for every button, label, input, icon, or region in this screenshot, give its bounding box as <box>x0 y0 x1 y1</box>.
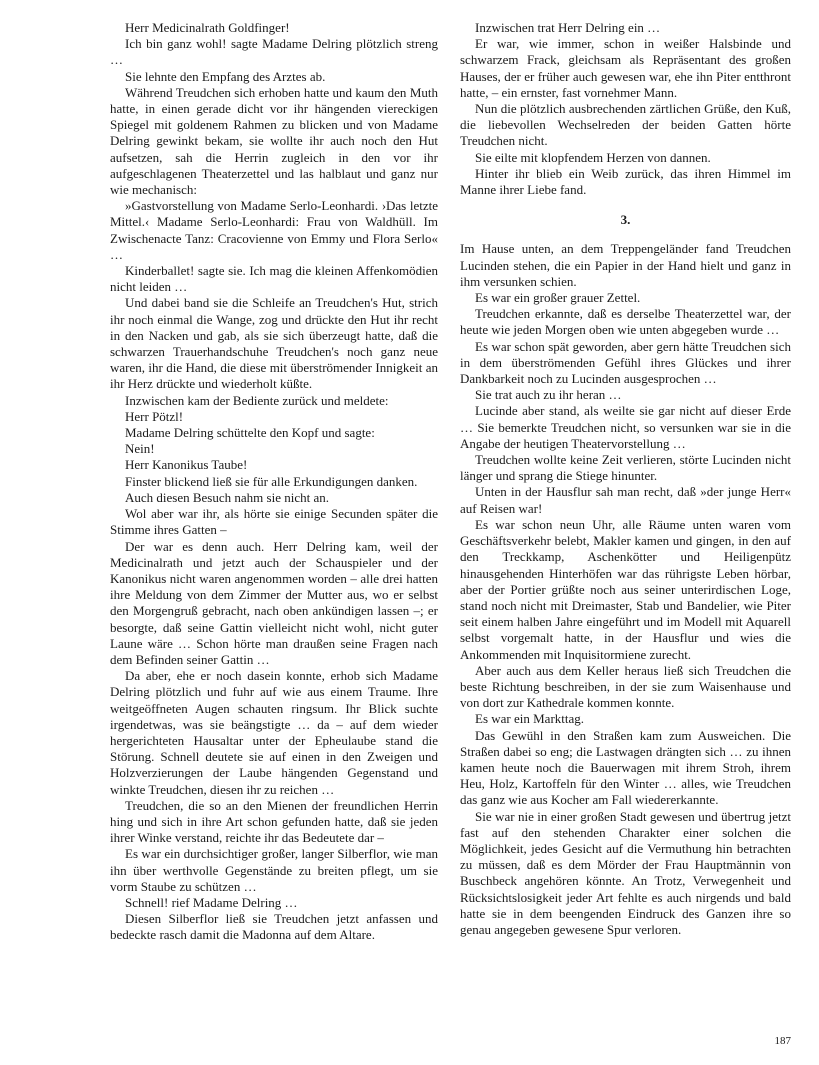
paragraph: Inzwischen kam der Bediente zurück und meldete: <box>125 392 389 408</box>
paragraph: Der war es denn auch. Herr Delring kam, weil der Medicinalrath und jetzt auch der Schauspieler und der Kanonikus nicht waren angenommen worden – alle drei hatten ihre Meldung von dem Zimmer der Mutter aus, wo er selbst den Morgengruß gebracht, nach oben ankündigen lassen –; er besorgte, daß seine Gattin vielleicht nicht wohl, nicht guter Laune wäre … Schon hörte man draußen seine Fragen nach dem Befinden seiner Gattin … <box>110 538 438 667</box>
paragraph: Es war ein durchsichtiger großer, langer Silberflor, wie man ihn über werthvolle Gegenstände zu breiten pflegt, um sie vorm Staube zu schützen … <box>110 846 438 894</box>
paragraph: Während Treudchen sich erhoben hatte und kaum den Muth hatte, in einen gerade dicht vor ihr hängenden viereckigen Spiegel mit goldenem Rahmen zu blicken und von Madame Delring gewinkt bekam, sie wollte ihr auch noch den Hut aufsetzen, sah die Herrin zugleich in den vor ihr aufgeschlagenen Theaterzettel und las halblaut und ganz nur wie mechanisch: <box>110 84 438 198</box>
page-number: 187 <box>774 1035 791 1047</box>
paragraph: Treudchen erkannte, daß es derselbe Theaterzettel war, der heute wie jeden Morgen oben wie unten abgegeben wurde … <box>460 306 791 338</box>
paragraph: Herr Pötzl! <box>125 408 184 424</box>
right-text-column <box>460 20 791 938</box>
paragraph: Es war schon neun Uhr, alle Räume unten waren vom Geschäftsverkehr belebt, Makler kamen und gingen, in den auf den Treckkamp, Aschenkötter und Heiligenpütz hinausgehenden Hinterhöfen war das rührigste Leben hörbar, aber der Portier grüßte noch aus seiner unterirdischen Loge, stand noch nicht mit Dreimaster, Stab und Bandelier, wie Piter seit einem halben Jahre eingeführt und im Modell mit Aquarell selbst vorgemalt hatte, in der Hausflur und wies die Ankommenden mit Inquisitormiene zurecht. <box>460 516 791 662</box>
paragraph: Kinderballet! sagte sie. Ich mag die kleinen Affenkomödien nicht leiden … <box>110 263 438 295</box>
paragraph: Es war ein großer grauer Zettel. <box>475 290 641 306</box>
paragraph: Finster blickend ließ sie für alle Erkundigungen danken. <box>125 473 418 489</box>
paragraph: »Gastvorstellung von Madame Serlo-Leonhardi. ›Das letzte Mittel.‹ Madame Serlo-Leonhardi: Frau von Waldhüll. Im Zwischenacte Tanz: Cracovienne von Emmy und Flora Serlo« … <box>110 198 438 262</box>
paragraph: Unten in der Hausflur sah man recht, daß »der junge Herr« auf Reisen war! <box>460 484 791 516</box>
paragraph: Sie lehnte den Empfang des Arztes ab. <box>125 68 326 84</box>
section-heading: 3. <box>620 212 631 228</box>
paragraph: Nein! <box>125 441 155 457</box>
paragraph: Treudchen, die so an den Mienen der freundlichen Herrin hing und sich in ihre Art schon gefunden hatte, daß sie jeden ihrer Winke verstand, reichte ihr das Bedeutete dar – <box>110 797 438 846</box>
paragraph: Im Hause unten, an dem Treppengeländer fand Treudchen Lucinden stehen, die ein Papier in der Hand hielt und ganz in ihm versunken schien. <box>460 241 791 289</box>
paragraph: Hinter ihr blieb ein Weib zurück, das ihren Himmel im Manne ihrer Liebe fand. <box>460 165 791 198</box>
paragraph: Schnell! rief Madame Delring … <box>125 894 298 910</box>
paragraph: Es war schon spät geworden, aber gern hätte Treudchen sich in dem überströmenden Gefühl ihres Glückes und ihrer Dankbarkeit noch zu Lucinden ausgesprochen … <box>460 338 791 387</box>
paragraph: Ich bin ganz wohl! sagte Madame Delring plötzlich streng … <box>110 36 438 68</box>
paragraph: Diesen Silberflor ließ sie Treudchen jetzt anfassen und bedeckte rasch damit die Madonna auf dem Altare. <box>110 911 438 943</box>
paragraph: Und dabei band sie die Schleife an Treudchen's Hut, strich ihr noch einmal die Wange, zog und drückte den Hut ihr recht in den Nacken und gab, als sie sich überzeugt hatte, daß die schwarzen Trauerhandschuhe Treudchen's noch ganz neue waren, ihr die Hand, die diese mit überströmender Innigkeit an ihr Herz drückte und wiederholt küßte. <box>110 295 438 392</box>
paragraph: Inzwischen trat Herr Delring ein … <box>475 20 661 35</box>
paragraph: Sie eilte mit klopfendem Herzen von dannen. <box>475 149 711 165</box>
paragraph: Es war ein Markttag. <box>475 711 585 727</box>
paragraph: Sie war nie in einer großen Stadt gewesen und übertrug jetzt fast auf den stehenden Charakter einer solchen die Möglichkeit, jedes Gesicht auf die Vermuthung hin betrachten zu müssen, daß es dem Mörder der Frau Hauptmännin von Buschbeck angehören könnte. An Trotz, Verwegenheit und Rücksichtslosigkeit jeder Art fehlte es auch nirgends und bald hatte sie in dem beengenden Eindruck des Ganzen ihre so genau angegeben gewesene Spur verloren. <box>460 808 791 937</box>
paragraph: Aber auch aus dem Keller heraus ließ sich Treudchen die beste Richtung beschreiben, in der sie zum Waisenhause und von dort zur Kathedrale kommen konnte. <box>460 662 791 711</box>
paragraph: Auch diesen Besuch nahm sie nicht an. <box>125 489 329 505</box>
paragraph: Herr Kanonikus Taube! <box>125 457 248 473</box>
paragraph: Da aber, ehe er noch dasein konnte, erhob sich Madame Delring plötzlich und fuhr auf wie aus einem Traume. Ihre weitgeöffneten Augen schauten ringsum. Ihr Blick suchte irgendetwas, was sie beängstigte … da – auf dem wieder hergerichteten Hausaltar unter der Epheulaube stand die Störung. Schnell deutete sie auf einen in den Zweigen und Holzverzierungen der Laube hängenden Gegenstand und winkte Treudchen, diesen ihr zu reichen … <box>110 668 438 797</box>
paragraph: Sie trat auch zu ihr heran … <box>475 387 622 403</box>
paragraph: Wol aber war ihr, als hörte sie einige Secunden später die Stimme ihres Gatten – <box>110 506 438 538</box>
paragraph: Treudchen wollte keine Zeit verlieren, störte Lucinden nicht länger und sprang die Stiege hinunter. <box>460 452 791 484</box>
paragraph: Er war, wie immer, schon in weißer Halsbinde und schwarzem Frack, gleichsam als Repräsentant des großen Hauses, der er früher auch gewesen war, ehe ihn Piter entthront hatte, – ein ernster, fast vornehmer Mann. <box>460 36 791 100</box>
paragraph: Lucinde aber stand, als weilte sie gar nicht auf dieser Erde … Sie bemerkte Treudchen nicht, so versunken war sie in die Angabe der heutigen Theatervorstellung … <box>460 403 791 451</box>
left-text-column <box>110 20 438 944</box>
paragraph: Nun die plötzlich ausbrechenden zärtlichen Grüße, den Kuß, die liebevollen Wechselreden der beiden Gatten hörte Treudchen nicht. <box>460 101 791 149</box>
paragraph: Das Gewühl in den Straßen kam zum Ausweichen. Die Straßen dabei so eng; die Lastwagen drängten sich … zu ihnen kamen heute noch die Bauerwagen mit ihrem Stroh, ihrem Heu, Holz, Kartoffeln für den Winter … alles, wie Treudchen das ganz wie aus Kocher am Fall wiedererkannte. <box>460 727 791 808</box>
paragraph: Madame Delring schüttelte den Kopf und sagte: <box>125 425 375 441</box>
paragraph: Herr Medicinalrath Goldfinger! <box>125 20 290 35</box>
